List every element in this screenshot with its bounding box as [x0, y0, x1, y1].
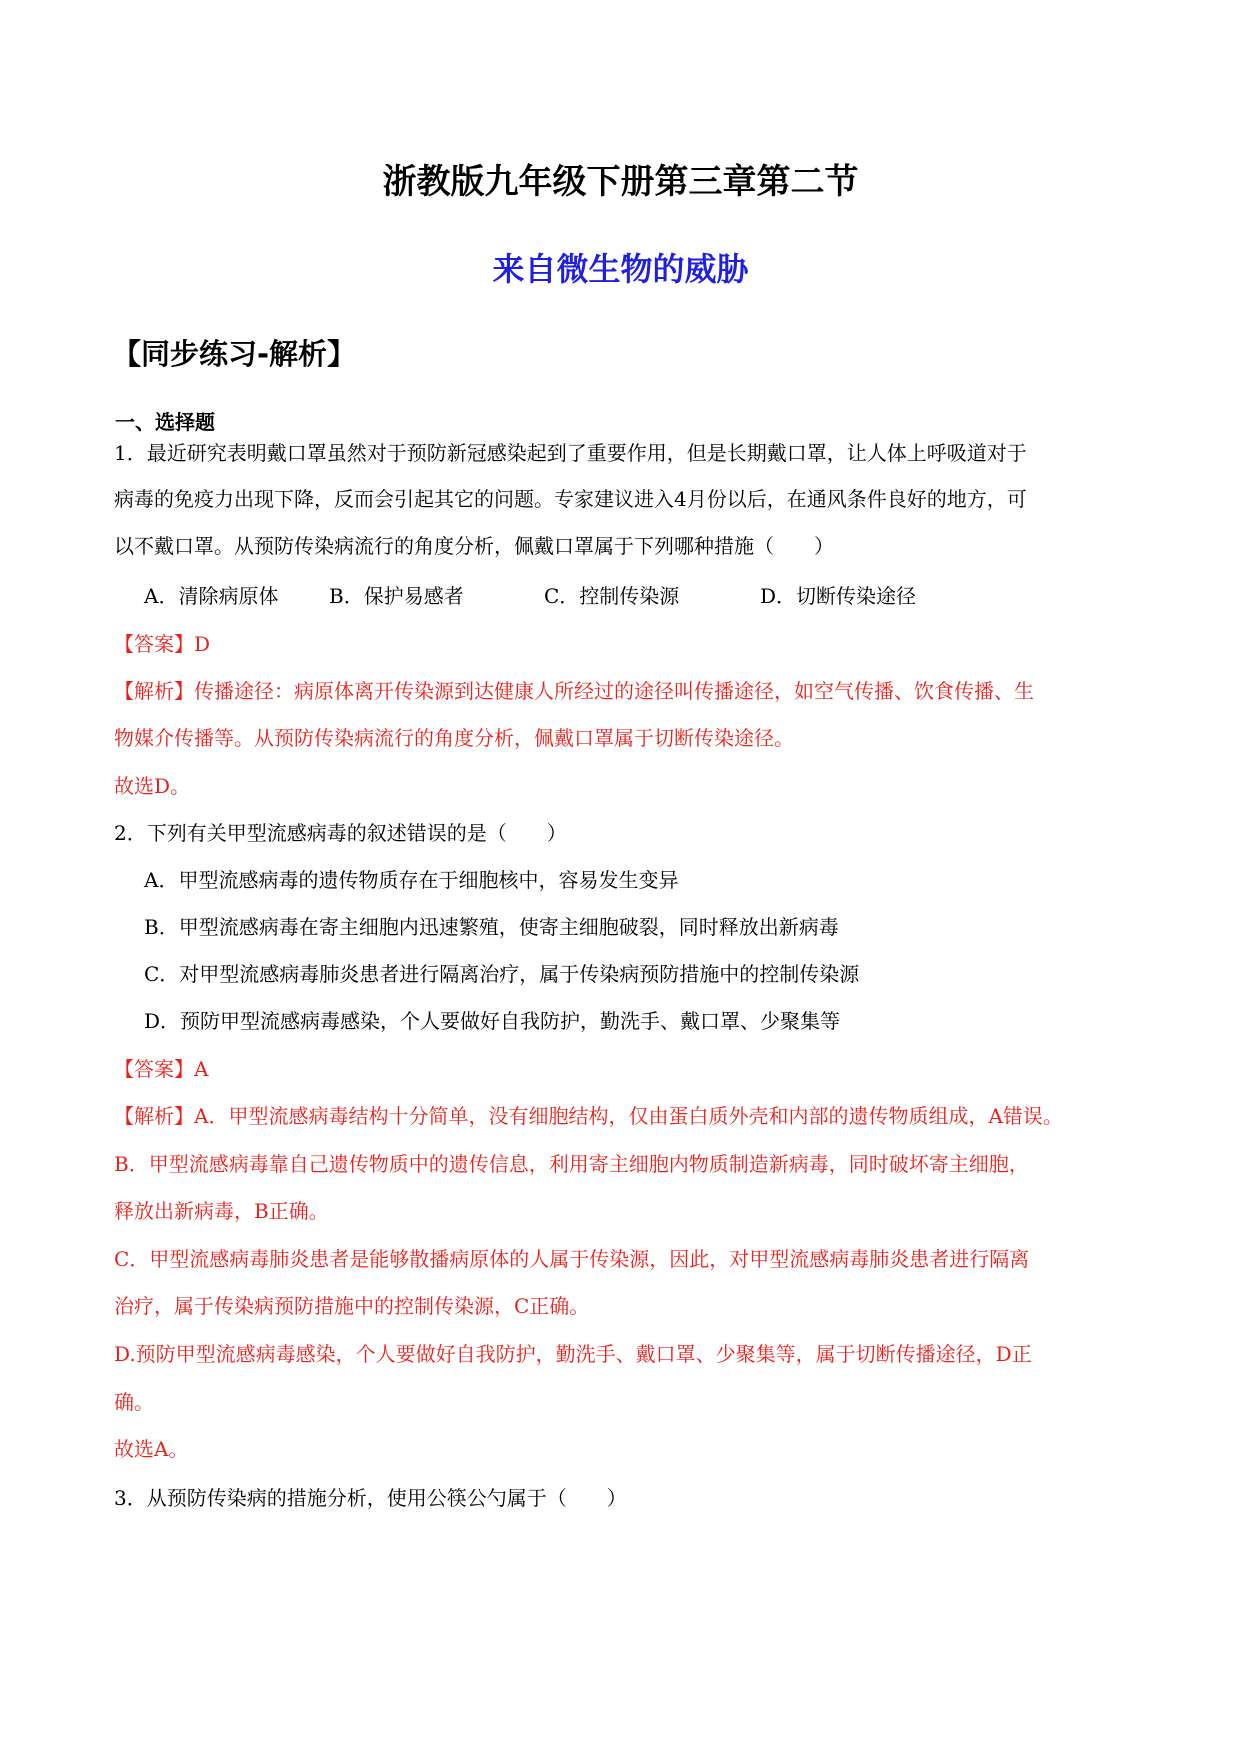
q2-analysis-line: 故选A。 — [114, 1437, 189, 1461]
q1-option-a: A．清除病原体 — [144, 584, 279, 608]
q2-option-d: D．预防甲型流感病毒感染，个人要做好自我防护，勤洗手、戴口罩、少聚集等 — [144, 1009, 841, 1033]
q1-answer: 【答案】D — [114, 632, 211, 656]
page-subtitle: 来自微生物的威胁 — [492, 250, 749, 288]
q1-analysis-line: 【解析】传播途径：病原体离开传染源到达健康人所经过的途径叫传播途径，如空气传播、饮食传播、生 — [114, 679, 1034, 703]
q2-analysis-line: B．甲型流感病毒靠自己遗传物质中的遗传信息，利用寄主细胞内物质制造新病毒，同时破坏寄主细胞， — [114, 1152, 1029, 1176]
q2-option-c: C．对甲型流感病毒肺炎患者进行隔离治疗，属于传染病预防措施中的控制传染源 — [144, 962, 860, 986]
q1-stem-line: 以不戴口罩。从预防传染病流行的角度分析，佩戴口罩属于下列哪种措施（ ） — [114, 534, 834, 558]
q1-stem-line: 1．最近研究表明戴口罩虽然对于预防新冠感染起到了重要作用，但是长期戴口罩，让人体上呼吸道对于 — [114, 441, 1027, 465]
q1-analysis-line: 故选D。 — [114, 774, 191, 798]
q2-analysis-line: C．甲型流感病毒肺炎患者是能够散播病原体的人属于传染源，因此，对甲型流感病毒肺炎患者进行隔离 — [114, 1247, 1030, 1271]
q2-analysis-line: D.预防甲型流感病毒感染，个人要做好自我防护，勤洗手、戴口罩、少聚集等，属于切断传播途径，D正 — [114, 1342, 1032, 1366]
question-category: 一、选择题 — [115, 410, 215, 434]
q1-analysis-line: 物媒介传播等。从预防传染病流行的角度分析，佩戴口罩属于切断传染途径。 — [114, 726, 794, 750]
q1-option-d: D．切断传染途径 — [760, 584, 917, 608]
q2-option-a: A．甲型流感病毒的遗传物质存在于细胞核中，容易发生变异 — [144, 868, 679, 892]
q2-analysis-line: 确。 — [114, 1390, 154, 1414]
q2-analysis-line: 【解析】A．甲型流感病毒结构十分简单，没有细胞结构，仅由蛋白质外壳和内部的遗传物质组成，A错误。 — [114, 1104, 1063, 1128]
page-title: 浙教版九年级下册第三章第二节 — [382, 162, 859, 202]
q1-stem-line: 病毒的免疫力出现下降，反而会引起其它的问题。专家建议进入4月份以后，在通风条件良好的地方，可 — [114, 487, 1027, 511]
section-heading: 【同步练习-解析】 — [112, 337, 357, 371]
q2-answer: 【答案】A — [114, 1057, 209, 1081]
q2-option-b: B．甲型流感病毒在寄主细胞内迅速繁殖，使寄主细胞破裂，同时释放出新病毒 — [144, 915, 839, 939]
q1-option-b: B．保护易感者 — [329, 584, 464, 608]
q2-stem: 2．下列有关甲型流感病毒的叙述错误的是（ ） — [114, 821, 567, 845]
q1-option-c: C．控制传染源 — [544, 584, 680, 608]
q2-analysis-line: 释放出新病毒，B正确。 — [114, 1199, 329, 1223]
q3-stem: 3．从预防传染病的措施分析，使用公筷公勺属于（ ） — [114, 1486, 627, 1510]
q2-analysis-line: 治疗，属于传染病预防措施中的控制传染源，C正确。 — [114, 1294, 590, 1318]
